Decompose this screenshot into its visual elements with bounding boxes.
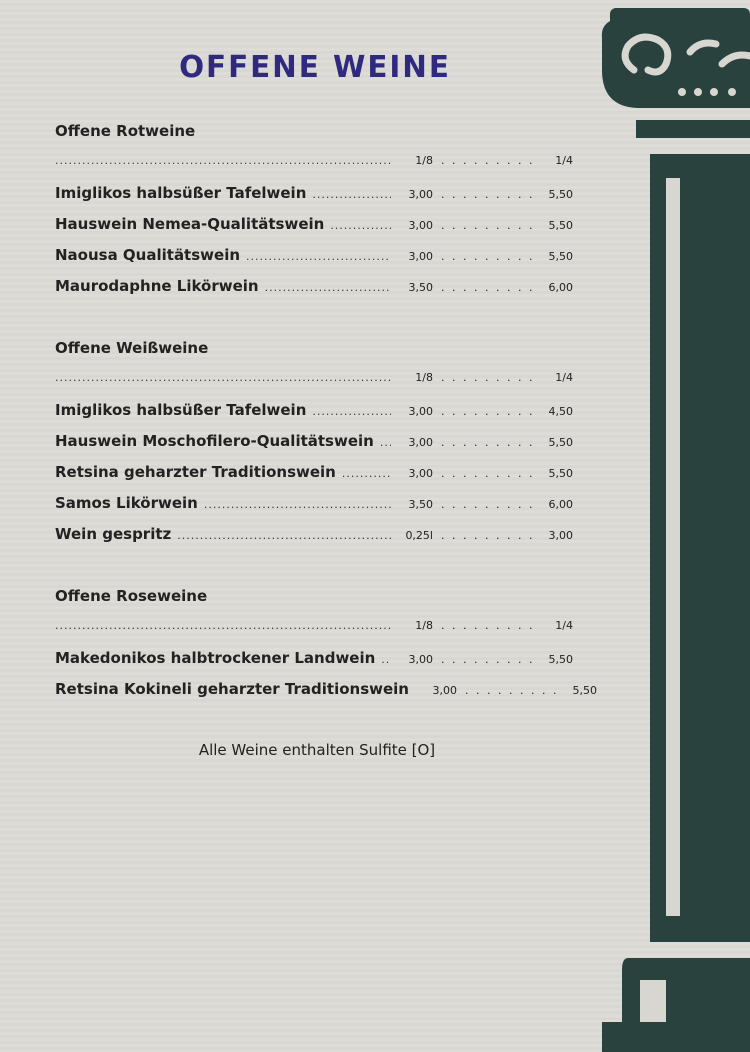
price-small: 3,00 — [408, 436, 433, 449]
price-small: 3,00 — [432, 684, 457, 697]
wine-name: Naousa Qualitätswein — [55, 246, 241, 264]
wine-name: Imiglikos halbsüßer Tafelwein — [55, 401, 307, 419]
price-small: 3,50 — [408, 281, 433, 294]
size1-label: 1/8 — [415, 371, 433, 384]
price-small: 3,50 — [408, 498, 433, 511]
list-item — [55, 432, 573, 452]
size1-label: 1/8 — [415, 154, 433, 167]
price-large: 5,50 — [548, 219, 573, 232]
size-header-row — [55, 619, 573, 639]
wine-name: Retsina geharzter Traditionswein — [55, 463, 336, 481]
section-title-rotweine: Offene Rotweine — [55, 122, 196, 140]
size-header-row — [55, 371, 573, 391]
sulfite-footnote: Alle Weine enthalten Sulfite [O] — [198, 741, 436, 759]
size1-label: 1/8 — [415, 619, 433, 632]
wine-name: Retsina Kokineli geharzter Traditionswein — [55, 680, 409, 698]
size2-label: 1/4 — [555, 619, 573, 632]
wine-name: Imiglikos halbsüßer Tafelwein — [55, 184, 307, 202]
price-small: 3,00 — [408, 653, 433, 666]
size2-label: 1/4 — [555, 154, 573, 167]
list-item — [55, 525, 573, 545]
price-large: 5,50 — [548, 467, 573, 480]
list-item — [55, 494, 573, 514]
wine-name: Wein gespritz — [55, 525, 172, 543]
list-item — [55, 401, 573, 421]
size2-label: 1/4 — [555, 371, 573, 384]
price-large: 5,50 — [572, 684, 597, 697]
price-small: 0,25l — [405, 529, 433, 542]
price-large: 5,50 — [548, 436, 573, 449]
price-large: 5,50 — [548, 250, 573, 263]
price-small: 3,00 — [408, 405, 433, 418]
greek-column-decoration — [600, 0, 750, 1052]
price-small: 3,00 — [408, 219, 433, 232]
price-large: 6,00 — [548, 498, 573, 511]
price-large: 5,50 — [548, 188, 573, 201]
price-large: 3,00 — [548, 529, 573, 542]
list-item — [55, 215, 573, 235]
price-small: 3,00 — [408, 467, 433, 480]
price-large: 4,50 — [548, 405, 573, 418]
wine-name: Maurodaphne Likörwein — [55, 277, 259, 295]
wine-name: Makedonikos halbtrockener Landwein — [55, 649, 376, 667]
list-item — [55, 246, 573, 266]
size-header-row — [55, 154, 573, 174]
list-item — [55, 277, 573, 297]
price-large: 5,50 — [548, 653, 573, 666]
price-small: 3,00 — [408, 250, 433, 263]
list-item — [55, 184, 573, 204]
wine-name: Samos Likörwein — [55, 494, 198, 512]
wine-name: Hauswein Moschofilero-Qualitätswein — [55, 432, 374, 450]
list-item — [55, 680, 597, 700]
wine-name: Hauswein Nemea-Qualitätswein — [55, 215, 325, 233]
page-title: OFFENE WEINE — [179, 50, 451, 85]
price-small: 3,00 — [408, 188, 433, 201]
price-large: 6,00 — [548, 281, 573, 294]
list-item — [55, 463, 573, 483]
section-title-weissweine: Offene Weißweine — [55, 339, 209, 357]
section-title-roseweine: Offene Roseweine — [55, 587, 208, 605]
list-item — [55, 649, 573, 669]
